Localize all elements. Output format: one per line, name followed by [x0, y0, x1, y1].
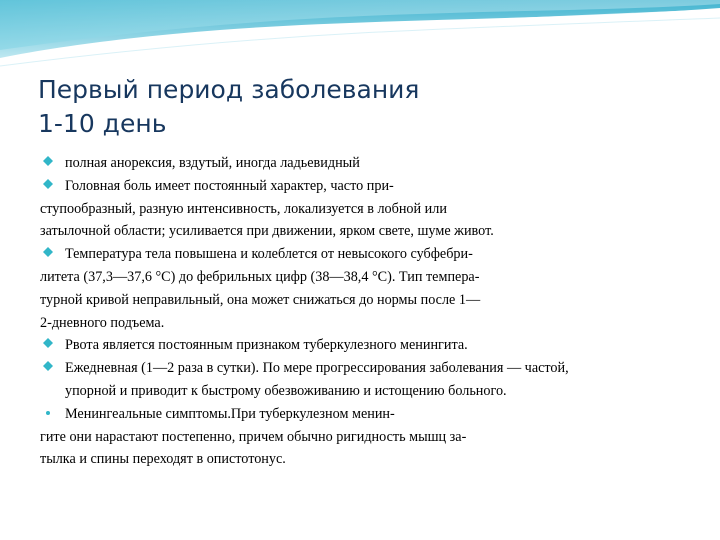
body-line: Головная боль имеет постоянный характер, часто при- — [65, 177, 394, 194]
list-item — [40, 334, 690, 357]
slide-title — [38, 73, 678, 141]
body-line: ступообразный, разную интенсивность, локализуется в лобной или — [40, 200, 447, 217]
list-item — [40, 243, 690, 266]
list-item — [40, 152, 690, 175]
body-line: Ежедневная (1—2 раза в сутки). По мере прогрессирования заболевания — частой, — [65, 360, 569, 377]
list-item — [40, 357, 690, 380]
body-line: Рвота является постоянным признаком туберкулезного менингита. — [65, 337, 468, 354]
body-line: литета (37,3—37,6 °С) до фебрильных цифр (38—38,4 °С). Тип темпера- — [40, 268, 480, 285]
body-line: тылка и спины переходят в опистотонус. — [40, 451, 286, 468]
body-line: Температура тела повышена и колеблется от невысокого субфебри- — [65, 246, 473, 263]
body-line: гите они нарастают постепенно, причем обычно ригидность мышц за- — [40, 428, 467, 445]
body-line: турной кривой неправильный, она может снижаться до нормы после 1— — [40, 291, 481, 308]
slide-body — [40, 152, 690, 471]
title-line-2: 1-10 день — [38, 109, 167, 138]
header-wave-decoration — [0, 0, 720, 70]
title-line-1: Первый период заболевания — [38, 75, 420, 104]
body-line: упорной и приводит к быстрому обезвоживанию и истощению больного. — [65, 382, 507, 399]
list-item — [40, 175, 690, 198]
list-item — [40, 403, 690, 426]
body-line: 2-дневного подъема. — [40, 314, 165, 331]
body-line: полная анорексия, вздутый, иногда ладьевидный — [65, 155, 360, 171]
body-line: Менингеальные симптомы.При туберкулезном менин- — [65, 405, 395, 422]
body-line: затылочной области; усиливается при движении, ярком свете, шуме живот. — [40, 223, 494, 240]
